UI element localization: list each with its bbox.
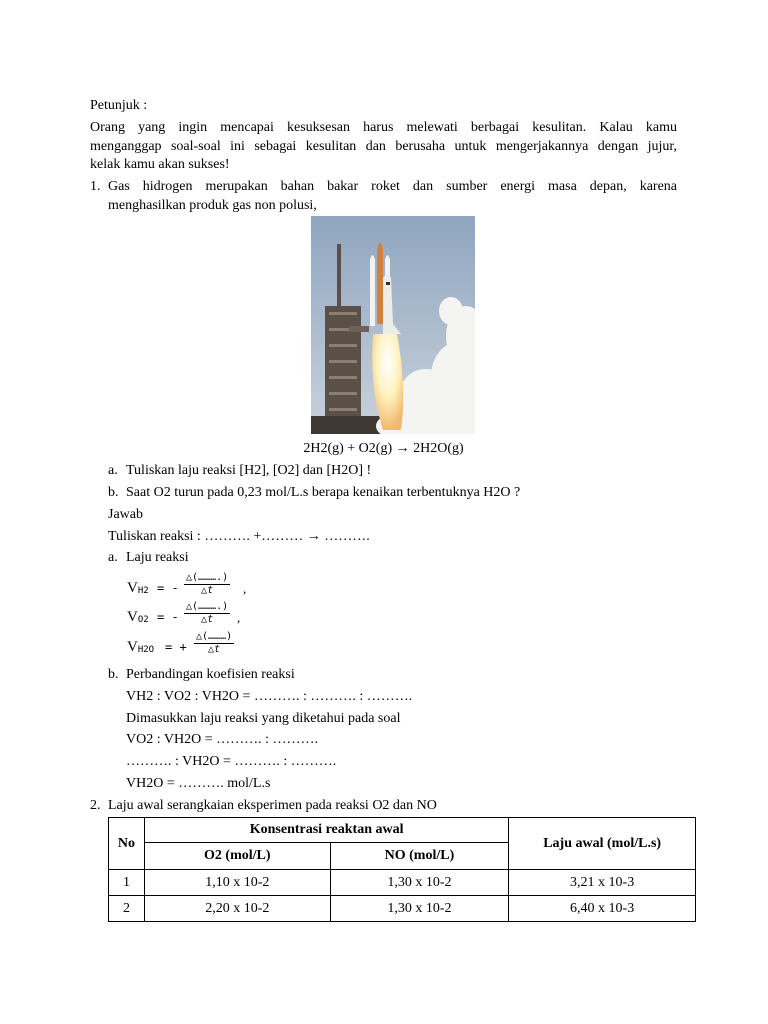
header-no: No	[109, 818, 145, 870]
rate-fraction: △(……….) △t	[186, 601, 229, 625]
rocket-launch-illustration	[311, 216, 475, 434]
part-a-marker: a.	[108, 550, 118, 565]
header-o2: O2 (mol/L)	[144, 843, 330, 870]
rate-fraction: △(……….) △t	[186, 572, 229, 596]
item-a-marker: a.	[108, 463, 118, 478]
rate-symbol: $V_{H2}$	[127, 580, 149, 596]
rate-separator: ,	[243, 581, 247, 596]
ratio-line: ………. : VH2O = ………. : ……….	[126, 754, 337, 769]
question-1-text-line-2: menghasilkan produk gas non polusi,	[108, 198, 317, 213]
cell-o2: 2,20 x 10-2	[144, 896, 330, 922]
instruction-line-3: kelak kamu akan sukses!	[90, 157, 230, 172]
rate-h2o-formula	[127, 631, 287, 661]
cell-rate: 3,21 x 10-3	[509, 870, 696, 896]
cell-rate: 6,40 x 10-3	[509, 896, 696, 922]
experiment-table	[108, 817, 696, 922]
question-1-number: 1.	[90, 179, 101, 194]
reaction-prompt: Tuliskan reaksi : ………. +……… → ……….	[108, 529, 370, 544]
rate-o2-formula	[127, 601, 287, 631]
header-initial-rate: Laju awal (mol/L.s)	[509, 818, 696, 870]
rate-symbol: $V_{O2}$	[127, 609, 149, 625]
cell-no: 1	[109, 870, 145, 896]
rate-separator: ,	[237, 610, 241, 625]
table-row	[109, 896, 696, 922]
header-no-conc: NO (mol/L)	[330, 843, 509, 870]
item-b-text: Saat O2 turun pada 0,23 mol/L.s berapa kenaikan terbentuknya H2O ?	[126, 485, 521, 500]
rate-symbol: $V_{H2O}$	[127, 639, 155, 655]
ratio-line: Dimasukkan laju reaksi yang diketahui pada soal	[126, 711, 401, 726]
rate-h2-formula	[127, 572, 287, 602]
cell-no-conc: 1,30 x 10-2	[330, 896, 509, 922]
reaction-equation: 2H2(g) + O2(g) → 2H2O(g)	[303, 441, 464, 456]
ratio-line: VH2O = ………. mol/L.s	[126, 776, 271, 791]
rate-fraction: △(………) △t	[196, 631, 233, 655]
cell-no: 2	[109, 896, 145, 922]
question-2-number: 2.	[90, 798, 101, 813]
part-b-marker: b.	[108, 667, 119, 682]
part-a-text: Laju reaksi	[126, 550, 189, 565]
table-row	[109, 870, 696, 896]
question-2-text: Laju awal serangkaian eksperimen pada reaksi O2 dan NO	[108, 798, 437, 813]
cell-o2: 1,10 x 10-2	[144, 870, 330, 896]
item-a-text: Tuliskan laju reaksi [H2], [O2] dan [H2O] !	[126, 463, 372, 478]
instruction-line-2: menganggap soal-soal ini sebagai kesulitan dan berusaha untuk mengerjakannya dengan jujur,	[90, 139, 677, 154]
rate-sign: = -	[157, 610, 179, 624]
ratio-line: VO2 : VH2O = ………. : ……….	[126, 732, 318, 747]
question-1-text-line-1: Gas hidrogen merupakan bahan bakar roket dan sumber energi masa depan, karena	[108, 179, 677, 194]
table-header-row	[109, 818, 696, 843]
instruction-line-1: Orang yang ingin mencapai kesuksesan harus melewati berbagai kesulitan. Kalau kamu	[90, 120, 677, 135]
ratio-line: VH2 : VO2 : VH2O = ………. : ………. : ……….	[126, 689, 413, 704]
rocket-launch-photo	[311, 216, 475, 434]
header-initial-concentration: Konsentrasi reaktan awal	[144, 818, 508, 843]
answer-label: Jawab	[108, 507, 143, 522]
instruction-heading: Petunjuk :	[90, 98, 148, 113]
part-b-text: Perbandingan koefisien reaksi	[126, 667, 295, 682]
item-b-marker: b.	[108, 485, 119, 500]
rate-sign: = +	[165, 640, 187, 654]
cell-no-conc: 1,30 x 10-2	[330, 870, 509, 896]
rate-sign: = -	[157, 581, 179, 595]
